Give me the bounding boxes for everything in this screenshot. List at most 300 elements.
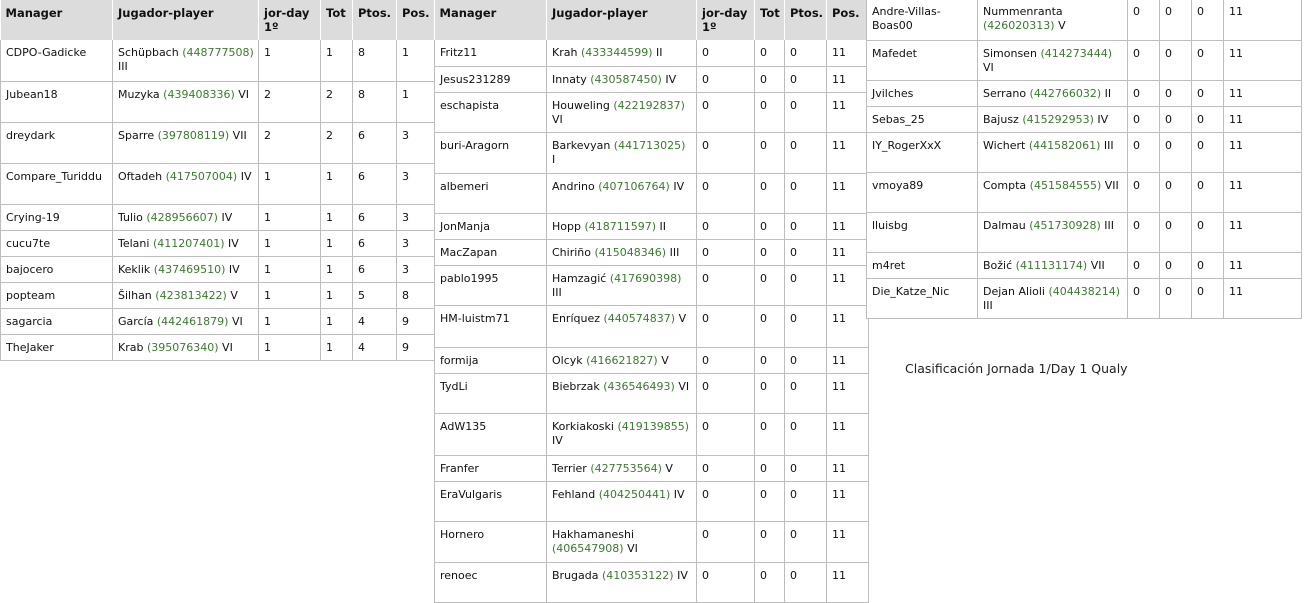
player-id: (411131174) <box>1015 258 1088 272</box>
jorday-cell: 1 <box>259 308 321 334</box>
pos-cell: 11 <box>1224 212 1302 252</box>
player-name: Hakhamaneshi <box>552 527 635 541</box>
player-id: (448777508) <box>182 46 254 59</box>
table-row <box>435 305 869 347</box>
table-row <box>1 230 436 256</box>
jorday-cell: 1 <box>259 204 321 230</box>
player-cell <box>547 239 697 265</box>
player-cell <box>547 92 697 132</box>
tot-cell: 0 <box>755 213 785 239</box>
pos-cell: 1 <box>397 40 436 81</box>
player-id: (416621827) <box>586 353 658 367</box>
player-name: Biebrzak <box>552 379 600 393</box>
tot-cell: 0 <box>755 413 785 455</box>
table-row <box>435 562 869 602</box>
manager-cell: Jvilches <box>867 80 978 106</box>
player-name: Krab <box>118 340 144 354</box>
pos-cell: 3 <box>397 122 436 163</box>
ptos-cell: 0 <box>1192 172 1224 212</box>
tot-cell: 0 <box>755 92 785 132</box>
manager-cell: TheJaker <box>1 334 113 360</box>
player-level: IV <box>665 72 677 86</box>
jorday-cell: 0 <box>697 373 755 413</box>
pos-cell: 11 <box>827 173 869 213</box>
player-cell <box>547 373 697 413</box>
manager-cell: MacZapan <box>435 239 547 265</box>
manager-cell: CDPO-Gadicke <box>1 40 113 81</box>
player-id: (430587450) <box>590 72 662 86</box>
player-cell <box>113 308 259 334</box>
jorday-cell: 1 <box>259 40 321 81</box>
jorday-cell: 0 <box>697 305 755 347</box>
jorday-cell: 0 <box>697 173 755 213</box>
tot-cell: 0 <box>1160 252 1192 278</box>
table-row <box>1 256 436 282</box>
pos-cell: 11 <box>827 481 869 521</box>
player-id: (451584555) <box>1029 178 1102 192</box>
player-id: (436546493) <box>603 379 675 393</box>
player-cell <box>547 562 697 602</box>
table-row <box>435 213 869 239</box>
jorday-cell: 0 <box>697 132 755 173</box>
tot-cell: 0 <box>755 373 785 413</box>
tot-cell: 1 <box>321 163 353 204</box>
table-row <box>1 40 436 81</box>
jorday-cell: 0 <box>1128 80 1160 106</box>
table-row <box>435 413 869 455</box>
col-pos: Pos. <box>827 0 869 40</box>
col-manager: Manager <box>1 0 113 40</box>
player-cell <box>547 132 697 173</box>
player-id: (426020313) <box>983 19 1055 32</box>
player-level: IV <box>677 568 688 582</box>
player-name: Muzyka <box>118 87 160 101</box>
tot-cell: 0 <box>1160 80 1192 106</box>
tot-cell: 0 <box>1160 172 1192 212</box>
player-cell <box>978 278 1128 318</box>
tot-cell: 1 <box>321 256 353 282</box>
player-id: (395076340) <box>146 340 219 354</box>
table-row <box>867 278 1302 318</box>
player-name: Tulio <box>118 210 143 224</box>
player-id: (404250441) <box>598 487 671 501</box>
ranking-table-2 <box>434 0 869 603</box>
manager-cell: Franfer <box>435 455 547 481</box>
player-level: V <box>678 311 687 325</box>
table-row <box>867 212 1302 252</box>
player-level: VII <box>1090 258 1105 272</box>
player-cell <box>547 521 697 562</box>
jorday-cell: 0 <box>697 40 755 66</box>
table-header <box>1 0 436 40</box>
player-level: II <box>656 46 663 59</box>
player-cell <box>547 305 697 347</box>
table-row <box>435 92 869 132</box>
pos-cell: 11 <box>1224 278 1302 318</box>
table-row <box>1 308 436 334</box>
jorday-cell: 0 <box>697 213 755 239</box>
jorday-cell: 0 <box>697 66 755 92</box>
player-cell <box>978 212 1128 252</box>
tot-cell: 1 <box>321 204 353 230</box>
ptos-cell: 4 <box>353 308 397 334</box>
col-tot: Tot <box>321 0 353 40</box>
player-level: VI <box>231 314 243 328</box>
pos-cell: 11 <box>827 239 869 265</box>
player-cell <box>547 347 697 373</box>
player-id: (418711597) <box>584 219 657 233</box>
player-name: Telani <box>118 236 150 250</box>
manager-cell: cucu7te <box>1 230 113 256</box>
player-id: (411207401) <box>152 236 225 250</box>
player-id: (415292953) <box>1022 112 1094 126</box>
manager-cell: sagarcia <box>1 308 113 334</box>
manager-cell: JonManja <box>435 213 547 239</box>
pos-cell: 11 <box>827 305 869 347</box>
ptos-cell: 8 <box>353 40 397 81</box>
pos-cell: 3 <box>397 230 436 256</box>
player-level: IV <box>240 169 252 183</box>
tot-cell: 0 <box>755 347 785 373</box>
player-id: (451730928) <box>1029 218 1101 232</box>
player-name: Bajusz <box>983 112 1019 126</box>
tot-cell: 0 <box>755 562 785 602</box>
table-row <box>435 455 869 481</box>
pos-cell: 11 <box>1224 0 1302 40</box>
player-name: Dalmau <box>983 218 1026 232</box>
pos-cell: 11 <box>827 347 869 373</box>
pos-cell: 11 <box>1224 132 1302 172</box>
player-level: V <box>230 288 238 302</box>
pos-cell: 11 <box>827 92 869 132</box>
player-level: IV <box>1097 112 1109 126</box>
ptos-cell: 5 <box>353 282 397 308</box>
ptos-cell: 0 <box>785 239 827 265</box>
jorday-cell: 0 <box>697 562 755 602</box>
pos-cell: 11 <box>1224 40 1302 80</box>
player-name: Hamzagić <box>552 271 607 285</box>
player-level: III <box>118 60 128 73</box>
player-id: (437469510) <box>153 262 226 276</box>
player-cell <box>547 413 697 455</box>
tot-cell: 0 <box>755 239 785 265</box>
player-cell <box>547 481 697 521</box>
ptos-cell: 0 <box>1192 0 1224 40</box>
jorday-cell: 1 <box>259 256 321 282</box>
player-name: Krah <box>552 46 578 59</box>
tot-cell: 0 <box>755 132 785 173</box>
table-row <box>1 334 436 360</box>
ranking-caption: Clasificación Jornada 1/Day 1 Qualy <box>905 361 1128 376</box>
manager-cell: Jesus231289 <box>435 66 547 92</box>
table-row <box>867 40 1302 80</box>
player-cell <box>978 106 1128 132</box>
ptos-cell: 0 <box>1192 278 1224 318</box>
player-name: Božić <box>983 258 1013 272</box>
player-level: VI <box>983 60 994 74</box>
pos-cell: 8 <box>397 282 436 308</box>
pos-cell: 11 <box>827 455 869 481</box>
manager-cell: Mafedet <box>867 40 978 80</box>
manager-cell: popteam <box>1 282 113 308</box>
ptos-cell: 0 <box>1192 212 1224 252</box>
player-name: Dejan Alioli <box>983 284 1045 298</box>
player-level: III <box>1103 138 1114 152</box>
col-ptos: Ptos. <box>353 0 397 40</box>
table-header <box>435 0 869 40</box>
player-id: (442461879) <box>156 314 229 328</box>
tot-cell: 1 <box>321 230 353 256</box>
manager-cell: IY_RogerXxX <box>867 132 978 172</box>
player-cell <box>547 173 697 213</box>
player-level: VI <box>678 379 690 393</box>
player-level: II <box>659 219 667 233</box>
ptos-cell: 0 <box>785 213 827 239</box>
manager-cell: renoec <box>435 562 547 602</box>
tot-cell: 0 <box>1160 278 1192 318</box>
ptos-cell: 0 <box>785 305 827 347</box>
player-cell <box>547 455 697 481</box>
player-id: (410353122) <box>602 568 674 582</box>
jorday-cell: 0 <box>1128 106 1160 132</box>
jorday-cell: 0 <box>1128 0 1160 40</box>
player-name: García <box>118 314 154 328</box>
player-level: III <box>983 298 993 312</box>
player-id: (440574837) <box>603 311 676 325</box>
pos-cell: 11 <box>1224 106 1302 132</box>
player-id: (404438214) <box>1048 284 1121 298</box>
jorday-cell: 0 <box>697 92 755 132</box>
player-cell <box>113 256 259 282</box>
ptos-cell: 0 <box>785 521 827 562</box>
player-level: VII <box>1104 178 1119 192</box>
col-player: Jugador-player <box>547 0 697 40</box>
jorday-cell: 2 <box>259 122 321 163</box>
player-name: Chiriño <box>552 245 591 259</box>
manager-cell: Hornero <box>435 521 547 562</box>
tot-cell: 0 <box>1160 40 1192 80</box>
tot-cell: 1 <box>321 334 353 360</box>
col-player: Jugador-player <box>113 0 259 40</box>
pos-cell: 3 <box>397 204 436 230</box>
player-id: (427753564) <box>590 461 662 475</box>
player-id: (419139855) <box>617 419 690 433</box>
player-level: III <box>1104 218 1115 232</box>
player-level: IV <box>221 210 233 224</box>
table-row <box>435 347 869 373</box>
player-cell <box>978 0 1128 40</box>
manager-cell: formija <box>435 347 547 373</box>
jorday-cell: 2 <box>259 81 321 122</box>
player-id: (442766032) <box>1029 86 1102 100</box>
tot-cell: 0 <box>755 66 785 92</box>
manager-cell: albemeri <box>435 173 547 213</box>
player-name: Šilhan <box>118 288 152 302</box>
table-row <box>1 282 436 308</box>
col-jorday: jor-day 1º <box>259 0 321 40</box>
manager-cell: Crying-19 <box>1 204 113 230</box>
pos-cell: 11 <box>1224 80 1302 106</box>
player-level: VI <box>238 87 250 101</box>
table-row <box>435 521 869 562</box>
pos-cell: 11 <box>1224 172 1302 212</box>
player-name: Fehland <box>552 487 596 501</box>
tot-cell: 0 <box>755 455 785 481</box>
table-row <box>1 204 436 230</box>
player-name: Brugada <box>552 568 599 582</box>
manager-cell: vmoya89 <box>867 172 978 212</box>
player-name: Keklik <box>118 262 151 276</box>
jorday-cell: 1 <box>259 230 321 256</box>
player-name: Innaty <box>552 72 587 86</box>
player-cell <box>978 132 1128 172</box>
table-row <box>435 373 869 413</box>
ptos-cell: 0 <box>785 413 827 455</box>
table-row <box>435 66 869 92</box>
col-manager: Manager <box>435 0 547 40</box>
player-cell <box>978 80 1128 106</box>
pos-cell: 9 <box>397 334 436 360</box>
table-body <box>1 40 436 360</box>
table-row <box>435 40 869 66</box>
player-name: Simonsen <box>983 46 1037 60</box>
player-cell <box>113 230 259 256</box>
player-cell <box>113 334 259 360</box>
player-cell <box>113 122 259 163</box>
player-name: Oftadeh <box>118 169 163 183</box>
table-row <box>435 132 869 173</box>
ptos-cell: 0 <box>1192 132 1224 172</box>
ptos-cell: 0 <box>785 373 827 413</box>
player-name: Compta <box>983 178 1027 192</box>
ptos-cell: 0 <box>785 173 827 213</box>
manager-cell: m4ret <box>867 252 978 278</box>
ranking-table-3 <box>866 0 1302 319</box>
player-level: VI <box>627 541 638 555</box>
player-name: Schüpbach <box>118 46 179 59</box>
pos-cell: 3 <box>397 163 436 204</box>
manager-cell: EraVulgaris <box>435 481 547 521</box>
player-cell <box>113 40 259 81</box>
player-cell <box>113 81 259 122</box>
ptos-cell: 0 <box>1192 80 1224 106</box>
player-level: VII <box>232 128 247 142</box>
ptos-cell: 6 <box>353 230 397 256</box>
ptos-cell: 6 <box>353 204 397 230</box>
player-id: (415048346) <box>594 245 667 259</box>
jorday-cell: 0 <box>1128 40 1160 80</box>
player-cell <box>547 213 697 239</box>
player-id: (422192837) <box>613 98 685 112</box>
manager-cell: Andre-Villas-Boas00 <box>867 0 978 40</box>
player-level: VI <box>222 340 233 354</box>
tot-cell: 0 <box>1160 212 1192 252</box>
manager-cell: eschapista <box>435 92 547 132</box>
player-name: Hopp <box>552 219 581 233</box>
jorday-cell: 1 <box>259 334 321 360</box>
manager-cell: bajocero <box>1 256 113 282</box>
jorday-cell: 0 <box>1128 252 1160 278</box>
col-tot: Tot <box>755 0 785 40</box>
pos-cell: 11 <box>1224 252 1302 278</box>
pos-cell: 11 <box>827 265 869 305</box>
manager-cell: HM-luistm71 <box>435 305 547 347</box>
pos-cell: 11 <box>827 132 869 173</box>
manager-cell: buri-Aragorn <box>435 132 547 173</box>
player-level: IV <box>228 262 240 276</box>
ptos-cell: 0 <box>1192 252 1224 278</box>
player-cell <box>547 66 697 92</box>
player-level: IV <box>673 179 685 193</box>
player-cell <box>978 252 1128 278</box>
ptos-cell: 4 <box>353 334 397 360</box>
jorday-cell: 0 <box>1128 172 1160 212</box>
player-id: (417507004) <box>165 169 238 183</box>
jorday-cell: 0 <box>697 481 755 521</box>
tot-cell: 0 <box>755 521 785 562</box>
table-row <box>867 0 1302 40</box>
tot-cell: 1 <box>321 308 353 334</box>
player-level: IV <box>673 487 685 501</box>
ptos-cell: 0 <box>785 132 827 173</box>
tot-cell: 0 <box>755 40 785 66</box>
ptos-cell: 6 <box>353 256 397 282</box>
col-pos: Pos. <box>397 0 436 40</box>
table-row <box>435 173 869 213</box>
table-row <box>1 81 436 122</box>
player-name: Enríquez <box>552 311 600 325</box>
ptos-cell: 6 <box>353 163 397 204</box>
jorday-cell: 0 <box>697 413 755 455</box>
tot-cell: 0 <box>755 305 785 347</box>
table-row <box>867 106 1302 132</box>
player-id: (441713025) <box>613 138 686 152</box>
player-level: IV <box>552 433 563 447</box>
table-row <box>435 265 869 305</box>
player-id: (406547908) <box>552 541 624 555</box>
pos-cell: 11 <box>827 373 869 413</box>
manager-cell: AdW135 <box>435 413 547 455</box>
ptos-cell: 0 <box>785 265 827 305</box>
ptos-cell: 0 <box>785 455 827 481</box>
jorday-cell: 0 <box>697 239 755 265</box>
table-row <box>867 172 1302 212</box>
manager-cell: Compare_Turiddu <box>1 163 113 204</box>
player-id: (417690398) <box>609 271 682 285</box>
player-level: V <box>1058 19 1066 32</box>
table-row <box>435 239 869 265</box>
tot-cell: 1 <box>321 282 353 308</box>
ptos-cell: 0 <box>785 481 827 521</box>
player-level: VI <box>552 112 563 126</box>
jorday-cell: 0 <box>1128 212 1160 252</box>
table-row <box>435 481 869 521</box>
player-name: Barkevyan <box>552 138 611 152</box>
manager-cell: Fritz11 <box>435 40 547 66</box>
ptos-cell: 8 <box>353 81 397 122</box>
jorday-cell: 1 <box>259 282 321 308</box>
jorday-cell: 0 <box>697 455 755 481</box>
pos-cell: 11 <box>827 413 869 455</box>
player-id: (423813422) <box>155 288 227 302</box>
manager-cell: Die_Katze_Nic <box>867 278 978 318</box>
player-name: Houweling <box>552 98 610 112</box>
player-name: Andrino <box>552 179 595 193</box>
player-name: Terrier <box>552 461 587 475</box>
tot-cell: 1 <box>321 40 353 81</box>
table-row <box>1 122 436 163</box>
jorday-cell: 0 <box>1128 132 1160 172</box>
